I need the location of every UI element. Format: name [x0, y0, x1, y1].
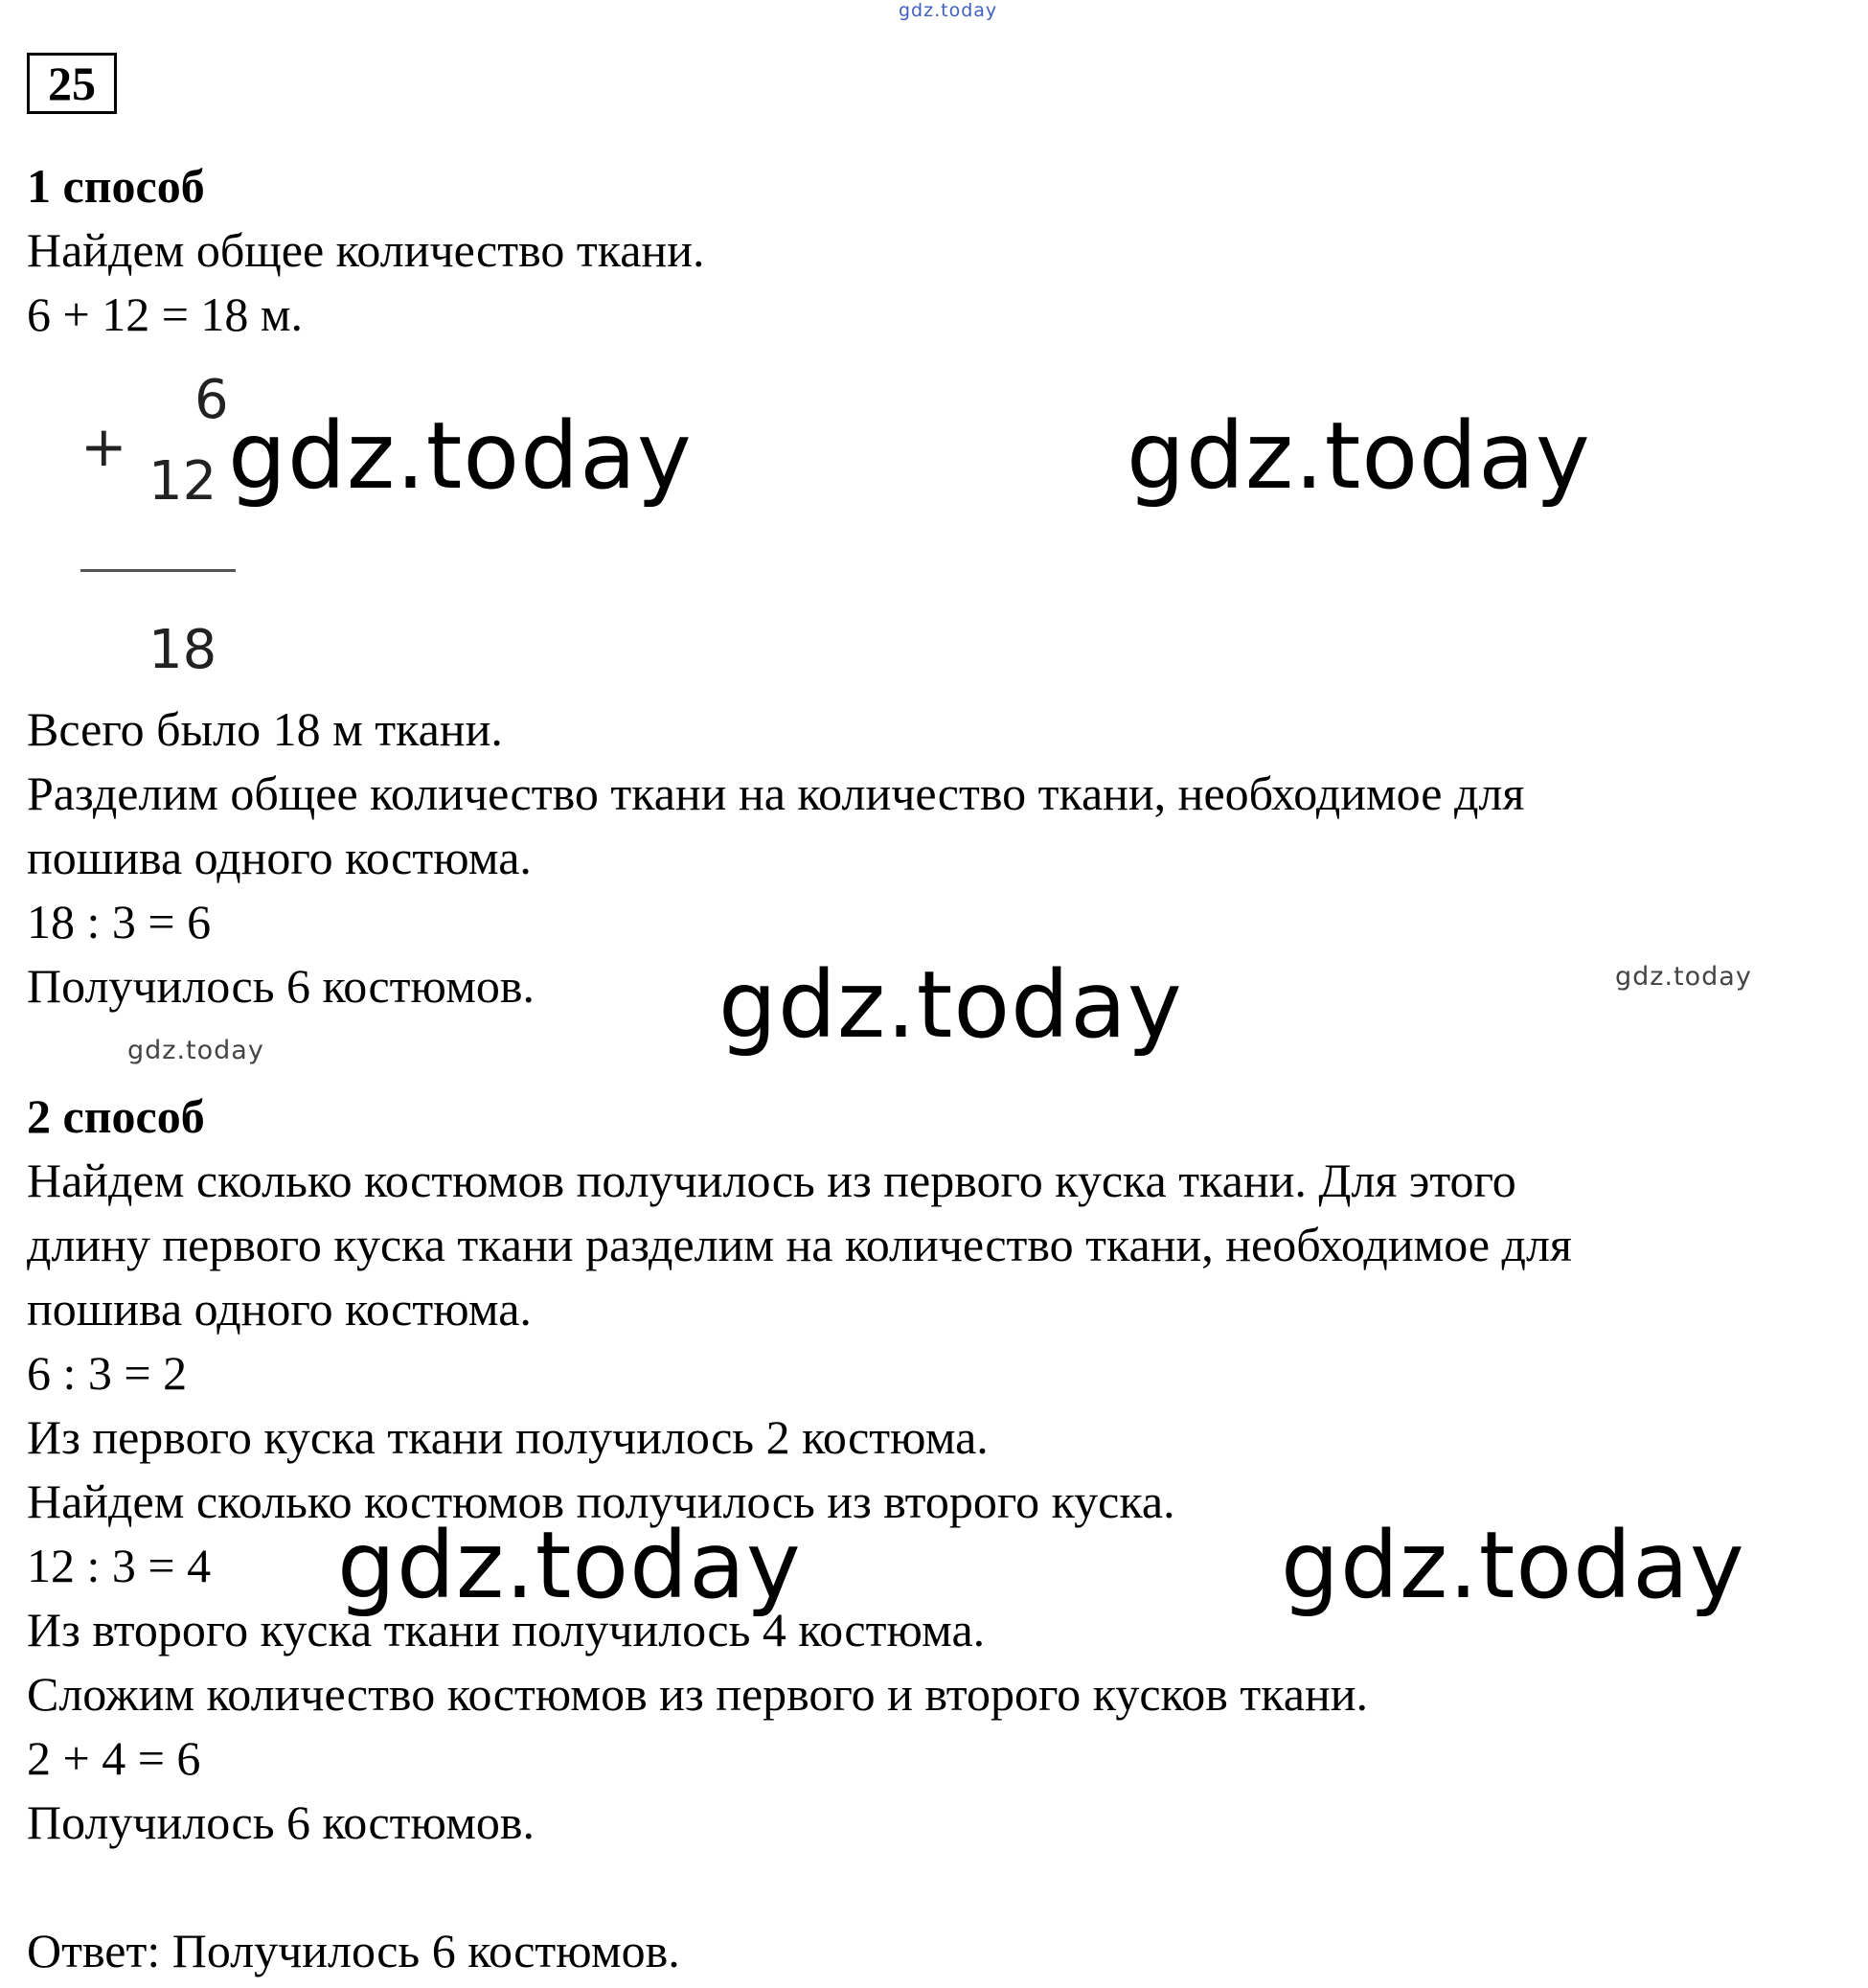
method1-after-4: 18 : 3 = 6	[27, 895, 212, 948]
method2-heading: 2 способ	[27, 1089, 205, 1143]
method2-line-4: 6 : 3 = 2	[27, 1346, 188, 1400]
method1-after-3: пошива одного костюма.	[27, 831, 532, 884]
method1-heading: 1 способ	[27, 159, 205, 213]
method2-line-7: 12 : 3 = 4	[27, 1539, 212, 1592]
method2-line-1: Найдем сколько костюмов получилось из первого куска ткани. Для этого	[27, 1154, 1516, 1207]
column-sum-rule	[80, 569, 236, 572]
watermark-4: gdz.today	[1615, 962, 1752, 992]
task-number: 25	[27, 53, 117, 114]
method2-line-6: Найдем сколько костюмов получилось из второго куска.	[27, 1474, 1175, 1528]
watermark-6: gdz.today	[337, 1512, 802, 1619]
column-plus-sign: +	[80, 414, 127, 479]
column-addend-2: 12	[148, 450, 217, 513]
method2-line-2: длину первого куска ткани разделим на количество ткани, необходимое для	[27, 1218, 1572, 1271]
watermark-5: gdz.today	[127, 1036, 264, 1065]
watermark-1: gdz.today	[228, 402, 693, 510]
method2-line-3: пошива одного костюма.	[27, 1282, 532, 1336]
answer-line: Ответ: Получилось 6 костюмов.	[27, 1924, 680, 1977]
watermark-2: gdz.today	[1127, 402, 1591, 510]
method2-line-9: Сложим количество костюмов из первого и второго кусков ткани.	[27, 1667, 1368, 1721]
method1-after-5: Получилось 6 костюмов.	[27, 959, 535, 1013]
method2-line-5: Из первого куска ткани получилось 2 костюма.	[27, 1410, 989, 1464]
method2-line-11: Получилось 6 костюмов.	[27, 1795, 535, 1849]
watermark-3: gdz.today	[718, 951, 1183, 1059]
column-sum: 18	[148, 619, 217, 681]
column-addend-1: 6	[194, 369, 229, 431]
method2-line-8: Из второго куска ткани получилось 4 костюма.	[27, 1603, 986, 1657]
watermark-top: gdz.today	[899, 0, 998, 21]
method1-after-2: Разделим общее количество ткани на количество ткани, необходимое для	[27, 766, 1525, 820]
method1-line-2: 6 + 12 = 18 м.	[27, 287, 304, 341]
watermark-7: gdz.today	[1281, 1512, 1745, 1619]
method2-line-10: 2 + 4 = 6	[27, 1731, 201, 1785]
method1-after-1: Всего было 18 м ткани.	[27, 702, 503, 756]
method1-line-1: Найдем общее количество ткани.	[27, 223, 705, 277]
